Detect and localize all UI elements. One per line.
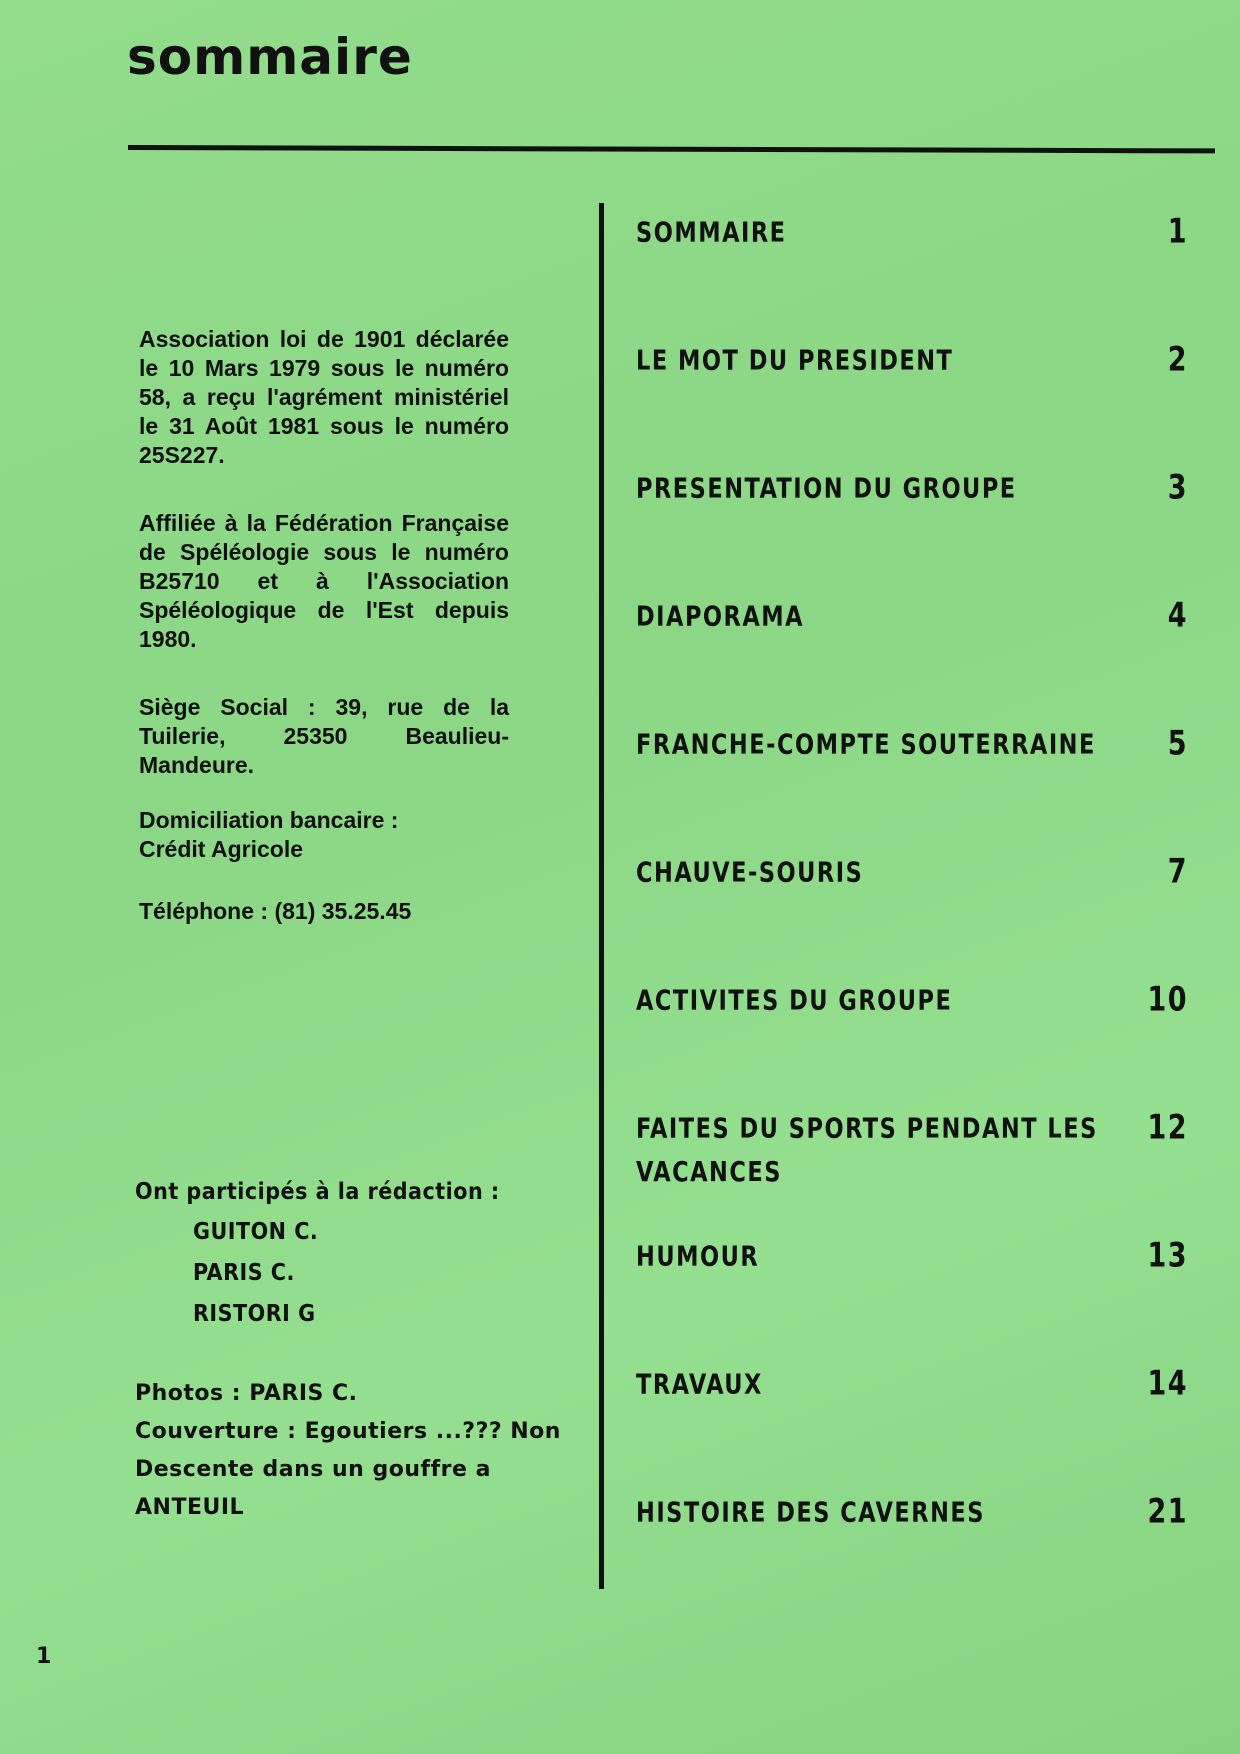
- toc-entry-title: DIAPORAMA: [636, 599, 805, 633]
- toc-entry-page: 2: [1167, 340, 1188, 380]
- credits-names: [135, 1212, 575, 1335]
- credit-name: PARIS C.: [193, 1260, 295, 1286]
- credit-name: GUITON C.: [193, 1219, 319, 1245]
- toc-entry-page: 10: [1147, 980, 1188, 1020]
- toc-entry-page: 7: [1167, 852, 1188, 892]
- toc-entry-title: FRANCHE-COMPTE SOUTERRAINE: [636, 727, 1096, 761]
- toc-entry-title: SOMMAIRE: [636, 215, 787, 249]
- toc-entry-title: ACTIVITES DU GROUPE: [636, 983, 953, 1017]
- association-text: Association loi de 1901 déclarée le 10 Mars 1979 sous le numéro 58, a reçu l'agrément ministériel le 31 Août 1981 sous le numéro 25S227.: [139, 326, 509, 468]
- toc-entry-page: 4: [1167, 596, 1188, 636]
- bank-info: [139, 806, 509, 864]
- toc-entry-title: FAITES DU SPORTS PENDANT LES VACANCES: [636, 1111, 1098, 1188]
- page-number: 1: [36, 1644, 52, 1669]
- bank-label: Domiciliation bancaire :: [139, 807, 399, 833]
- toc-entry-page: 12: [1147, 1108, 1188, 1148]
- cover-line: ANTEUIL: [135, 1495, 245, 1520]
- toc-entry-page: 13: [1147, 1236, 1188, 1276]
- editorial-credits: [135, 1172, 575, 1335]
- cover-line: Couverture : Egoutiers ...??? Non: [135, 1419, 561, 1444]
- column-divider: [599, 203, 604, 1589]
- affiliation-text: Affiliée à la Fédération Française de Spéléologie sous le numéro B25710 et à l'Association Spéléologique de l'Est depuis 1980.: [139, 510, 509, 652]
- toc-entry-title: TRAVAUX: [636, 1367, 763, 1401]
- credits-heading: Ont participés à la rédaction :: [135, 1179, 500, 1205]
- affiliation-info: [139, 509, 509, 654]
- telephone-info: [139, 897, 509, 926]
- toc-entry-title: LE MOT DU PRESIDENT: [636, 343, 954, 377]
- toc-entry-title: HUMOUR: [636, 1239, 760, 1273]
- toc-entry-page: 5: [1167, 724, 1188, 764]
- toc-entry-page: 14: [1147, 1364, 1188, 1404]
- toc-entry-page: 21: [1147, 1492, 1188, 1532]
- association-info: [139, 325, 509, 470]
- credit-name: RISTORI G: [193, 1301, 316, 1327]
- bank-value: Crédit Agricole: [139, 836, 304, 862]
- page-title: sommaire: [127, 28, 413, 86]
- toc-entry-page: 3: [1167, 468, 1188, 508]
- photo-credits: [135, 1375, 595, 1527]
- toc-entry-title: HISTOIRE DES CAVERNES: [636, 1495, 985, 1529]
- toc-entry-title: PRESENTATION DU GROUPE: [636, 471, 1017, 505]
- photos-line: Photos : PARIS C.: [135, 1381, 358, 1406]
- toc-entry-title: CHAUVE-SOURIS: [636, 855, 864, 889]
- siege-social-text: Siège Social : 39, rue de la Tuilerie, 25350 Beaulieu-Mandeure.: [139, 694, 509, 778]
- siege-social-info: [139, 693, 509, 780]
- telephone-text: Téléphone : (81) 35.25.45: [139, 898, 412, 924]
- cover-line: Descente dans un gouffre a: [135, 1457, 491, 1482]
- toc-entry-page: 1: [1167, 212, 1188, 252]
- title-underline: [128, 145, 1215, 153]
